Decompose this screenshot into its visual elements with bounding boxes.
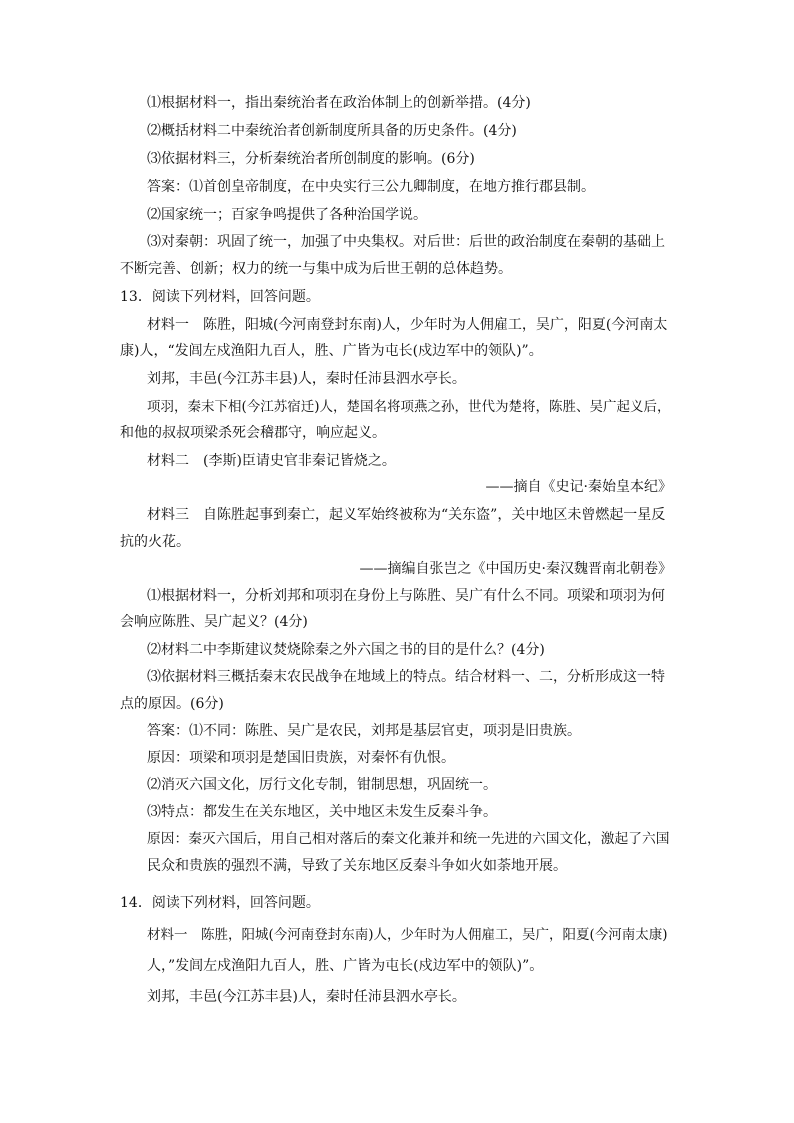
q14-material-1-line-2: 人，”发闾左戍渔阳九百人，胜、广皆为屯长(戍边军中的领队)”。	[147, 958, 544, 974]
q12-answer-1: 答案：⑴首创皇帝制度，在中央实行三公九卿制度，在地方推行郡县制。	[147, 179, 595, 195]
q12-answer-3-line-2: 不断完善、创新；权力的统一与集中成为后世王朝的总体趋势。	[120, 261, 512, 277]
q13-sub-question-3-line-1: ⑶依据材料三概括秦末农民战争在地域上的特点。结合材料一、二，分析形成这一特	[147, 669, 665, 685]
q13-sub-question-1-line-2: 会响应陈胜、吴广起义？(4分)	[120, 614, 308, 630]
q13-answer-1: 答案：⑴不同：陈胜、吴广是农民，刘邦是基层官吏，项羽是旧贵族。	[147, 723, 581, 739]
q13-material-1-line-5: 和他的叔叔项梁杀死会稽郡守，响应起义。	[120, 425, 386, 441]
q13-material-1-line-2: 康)人，“发闾左戍渔阳九百人，胜、广皆为屯长(戍边军中的领队)”。	[120, 343, 543, 359]
q12-answer-3-line-1: ⑶对秦朝：巩固了统一，加强了中央集权。对后世：后世的政治制度在秦朝的基础上	[147, 234, 665, 250]
q13-material-3-line-2: 抗的火花。	[120, 534, 190, 550]
q13-material-2: 材料二 (李斯)臣请史官非秦记皆烧之。	[147, 453, 396, 469]
q13-material-1-line-3: 刘邦，丰邑(今江苏丰县)人，秦时任沛县泗水亭长。	[147, 371, 466, 387]
q13-answer-3-reason-line-1: 原因：秦灭六国后，用自己相对落后的秦文化兼并和统一先进的六国文化，激起了六国	[147, 831, 670, 847]
q13-material-2-source: ——摘自《史记·秦始皇本纪》	[485, 479, 672, 495]
q14-title: 14．阅读下列材料，回答问题。	[120, 895, 320, 911]
q13-sub-question-3-line-2: 点的原因。(6分)	[120, 696, 224, 712]
q13-answer-3-reason-line-2: 民众和贵族的强烈不满，导致了关东地区反秦斗争如火如荼地开展。	[147, 858, 567, 874]
q13-answer-3: ⑶特点：都发生在关东地区，关中地区未发生反秦斗争。	[147, 804, 497, 820]
q13-sub-question-2: ⑵材料二中李斯建议焚烧除秦之外六国之书的目的是什么？(4分)	[147, 642, 545, 658]
q14-material-1-line-1: 材料一 陈胜，阳城(今河南登封东南)人，少年时为人佣雇工，吴广，阳夏(今河南太康)	[147, 927, 668, 943]
q13-sub-question-1-line-1: ⑴根据材料一，分析刘邦和项羽在身份上与陈胜、吴广有什么不同。项梁和项羽为何	[147, 588, 665, 604]
q12-sub-question-1: ⑴根据材料一，指出秦统治者在政治体制上的创新举措。(4分)	[147, 95, 531, 111]
q14-material-1-line-3: 刘邦，丰邑(今江苏丰县)人，秦时任沛县泗水亭长。	[147, 989, 466, 1005]
q13-answer-2: ⑵消灭六国文化，厉行文化专制，钳制思想，巩固统一。	[147, 777, 497, 793]
q13-answer-1-reason: 原因：项梁和项羽是楚国旧贵族，对秦怀有仇恨。	[147, 750, 455, 766]
q13-material-3-line-1: 材料三 自陈胜起事到秦亡，起义军始终被称为“关东盗”，关中地区未曾燃起一星反	[147, 507, 666, 523]
q13-material-3-source: ——摘编自张岂之《中国历史·秦汉魏晋南北朝卷》	[359, 561, 672, 577]
q13-material-1-line-1: 材料一 陈胜，阳城(今河南登封东南)人，少年时为人佣雇工，吴广，阳夏(今河南太	[147, 317, 668, 333]
q13-material-1-line-4: 项羽，秦末下相(今江苏宿迁)人，楚国名将项燕之孙，世代为楚将，陈胜、吴广起义后，	[147, 399, 671, 415]
q12-sub-question-3: ⑶依据材料三，分析秦统治者所创制度的影响。(6分)	[147, 151, 475, 167]
q13-title: 13．阅读下列材料，回答问题。	[120, 289, 320, 305]
q12-sub-question-2: ⑵概括材料二中秦统治者创新制度所具备的历史条件。(4分)	[147, 123, 517, 139]
q12-answer-2: ⑵国家统一；百家争鸣提供了各种治国学说。	[147, 207, 427, 223]
